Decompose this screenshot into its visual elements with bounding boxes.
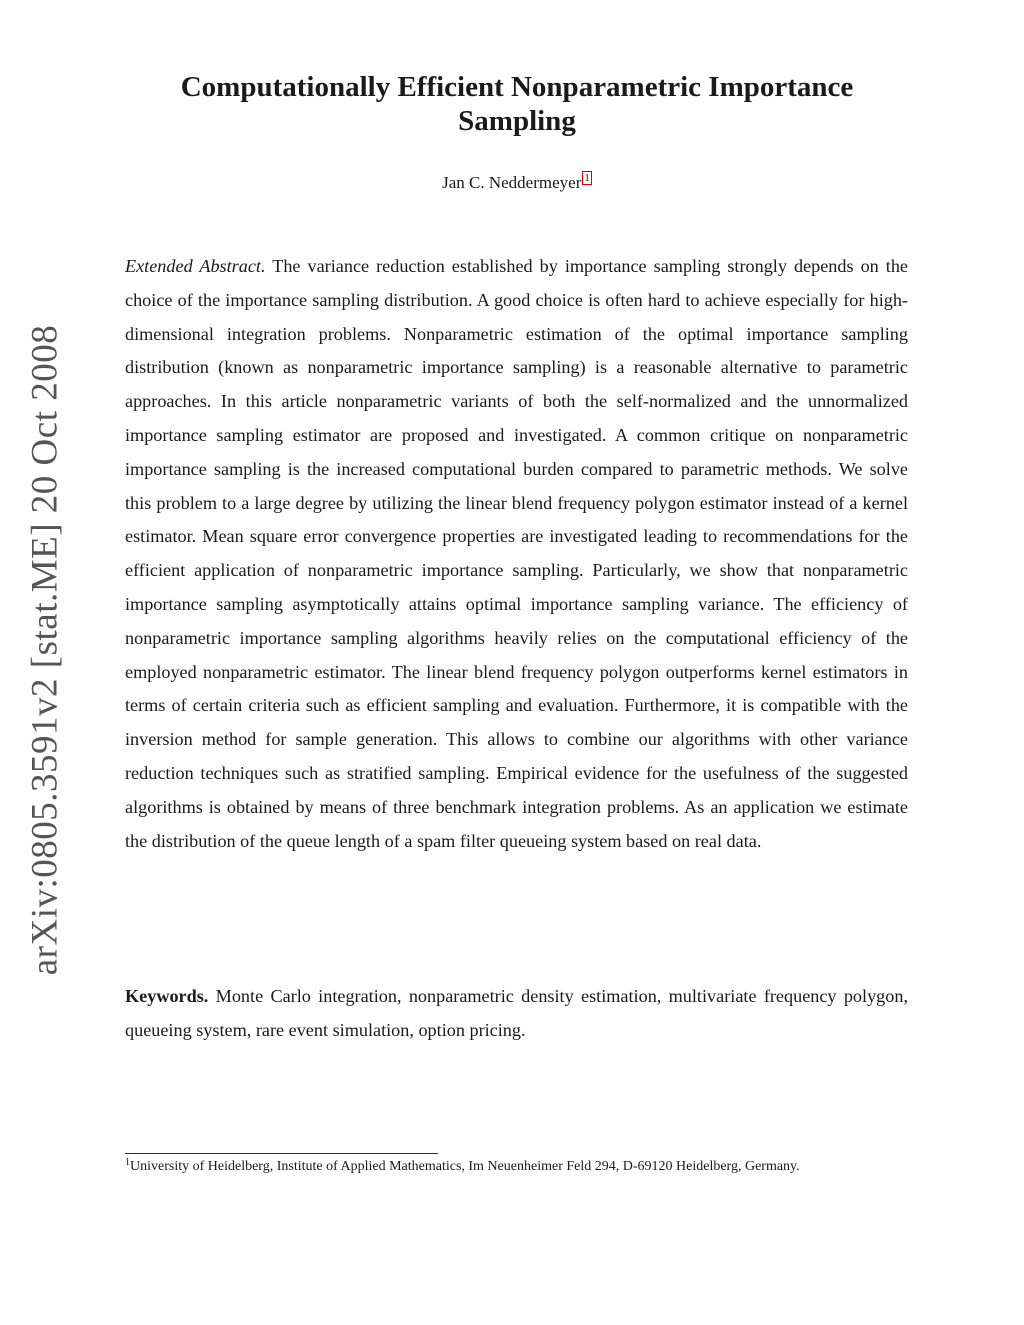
footnote-mark: 1 [125,1157,130,1168]
footnote-link[interactable]: 1 [584,172,590,184]
keywords [125,980,908,1048]
author-line [120,171,914,194]
author-name: Jan C. Neddermeyer [442,173,582,192]
footnote-divider [125,1153,438,1154]
abstract [125,250,908,858]
abstract-label: Extended Abstract. [125,256,266,276]
footnote [125,1157,908,1177]
arxiv-identifier: arXiv:0805.3591v2 [stat.ME] 20 Oct 2008 [24,324,66,976]
keywords-text: Monte Carlo integration, nonparametric density estimation, multivariate frequency polygon, queueing system, rare event simulation, option pricing. [125,986,908,1040]
footnote-text: University of Heidelberg, Institute of Applied Mathematics, Im Neuenheimer Feld 294, D-69120 Heidelberg, Germany. [130,1159,800,1174]
abstract-text: The variance reduction established by importance sampling strongly depends on the choice of the importance sampling distribution. A good choice is often hard to achieve especially for high-dimensional integration problems. Nonparametric estimation of the optimal importance sampling distribution (known as nonparametric importance sampling) is a reasonable alternative to parametric approaches. In this article nonparametric variants of both the self-normalized and the unnormalized importance sampling estimator are proposed and investigated. A common critique on nonparametric importance sampling is the increased computational burden compared to parametric methods. We solve this problem to a large degree by utilizing the linear blend frequency polygon estimator instead of a kernel estimator. Mean square error convergence properties are investigated leading to recommendations for the efficient application of nonparametric importance sampling. Particularly, we show that nonparametric importance sampling asymptotically attains optimal importance sampling variance. The efficiency of nonparametric importance sampling algorithms heavily relies on the computational efficiency of the employed nonparametric estimator. The linear blend frequency polygon outperforms kernel estimators in terms of certain criteria such as efficient sampling and evaluation. Furthermore, it is compatible with the inversion method for sample generation. This allows to combine our algorithms with other variance reduction techniques such as stratified sampling. Empirical evidence for the usefulness of the suggested algorithms is obtained by means of three benchmark integration problems. As an application we estimate the distribution of the queue length of a spam filter queueing system based on real data. [125,256,908,851]
paper-title: Computationally Efficient Nonparametric Importance Sampling [180,71,854,137]
keywords-label: Keywords. [125,986,209,1006]
